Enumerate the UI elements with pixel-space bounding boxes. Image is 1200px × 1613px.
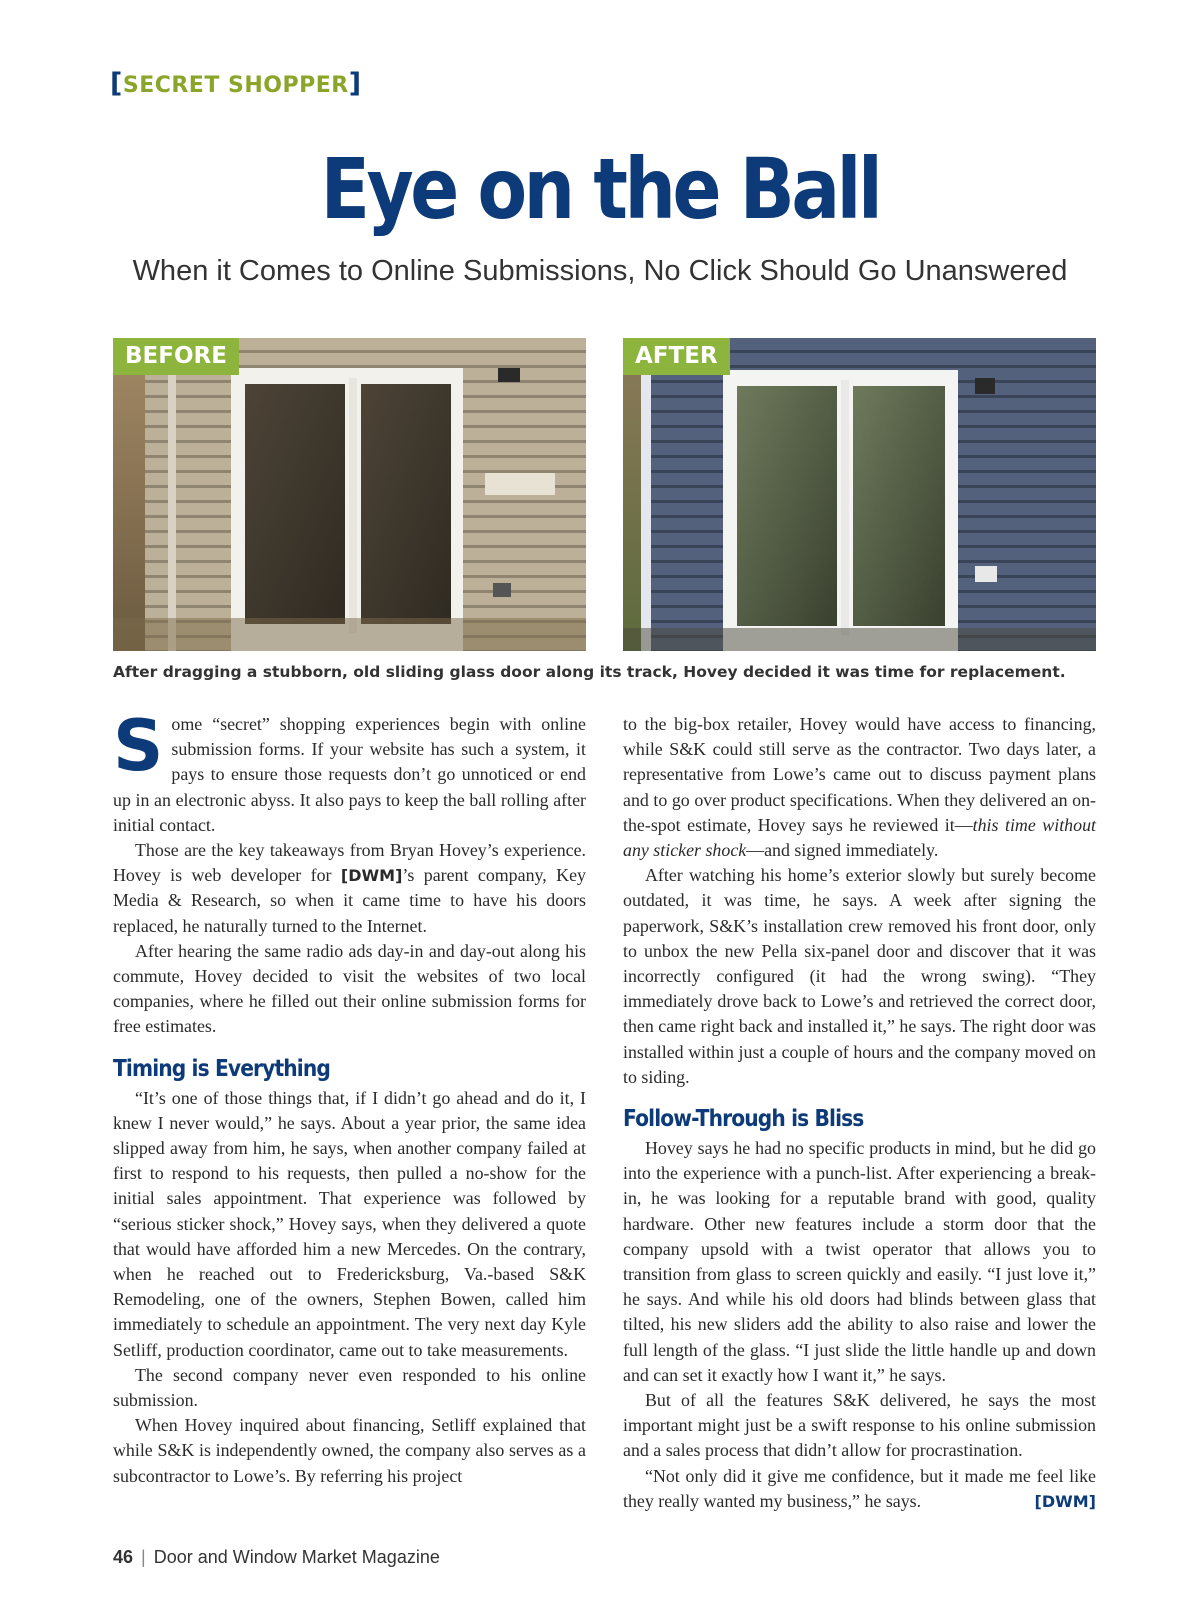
before-photo-illustration [113, 338, 586, 651]
article-paragraph: When Hovey inquired about financing, Setliff explained that while S&K is independently owned, the company also serves as a subcontractor to Lowe’s. By referring his project [113, 1415, 586, 1486]
section-tag-open-bracket: [ [110, 68, 123, 99]
article-column-left [113, 705, 586, 1489]
paragraph-text: “Not only did it give me confidence, but it made me feel like they really wanted my business,” he says. [623, 1465, 1096, 1511]
article-paragraph [113, 838, 586, 939]
article-paragraph: But of all the features S&K delivered, he says the most important might just be a swift response to his online submission and a sales process that didn’t allow for procrastination. [623, 1390, 1096, 1461]
photo-caption: After dragging a stubborn, old sliding glass door along its track, Hovey decided it was time for replacement. [113, 663, 1066, 681]
article-paragraph-intro [113, 705, 586, 838]
after-label: AFTER [623, 338, 730, 375]
section-tag-label: SECRET SHOPPER [122, 73, 349, 98]
before-photo [113, 338, 586, 651]
page-footer [113, 1547, 440, 1568]
article-paragraph [623, 712, 1096, 863]
section-tag [110, 68, 362, 99]
section-tag-close-bracket: ] [348, 68, 362, 99]
sign-off-mark: [DWM] [1034, 1491, 1096, 1511]
italic-phrase: this time without any sticker shock [623, 814, 1096, 861]
publication-name: Door and Window Market Magazine [153, 1547, 440, 1567]
subheadline: When it Comes to Online Submissions, No Click Should Go Unanswered [132, 255, 1068, 287]
paragraph-text: ’s parent company, Key Media & Research, so when it came time to have his doors replaced, he naturally turned to the Internet. [113, 865, 586, 936]
article-paragraph: “It’s one of those things that, if I didn’t go ahead and do it, I knew I never would,” he says. About a year prior, the same idea slipped away from him, he says, when another company failed at first to respond to his requests, then pulled a no-show for the initial sales appointment. That experience was followed by “serious sticker shock,” Hovey says, when they delivered a quote that would have afforded him a new Mercedes. On the contrary, when he reached out to Fredericksburg, Va.-based S&K Remodeling, one of the owners, Stephen Bowen, called him immediately to schedule an appointment. The very next day Kyle Setliff, production coordinator, came out to take measurements. [113, 1087, 586, 1360]
subheading-follow-through: Follow-Through is Bliss [623, 1106, 864, 1133]
drop-cap: S [113, 705, 164, 787]
subheading-timing: Timing is Everything [113, 1055, 330, 1082]
article-column-right [623, 712, 1096, 1514]
article-paragraph [623, 1464, 1096, 1514]
article-paragraph: After hearing the same radio ads day-in and day-out along his commute, Hovey decided to visit the websites of two local companies, where he filled out their online submission forms for free estimates. [113, 940, 586, 1037]
before-label: BEFORE [113, 338, 239, 375]
article-paragraph: The second company never even responded to his online submission. [113, 1364, 586, 1411]
intro-text: ome “secret” shopping experiences begin with online submission forms. If your website has such a system, it pays to ensure those requests don’t go unnoticed or end up in an electronic abyss. It also pays to keep the ball rolling after initial contact. [113, 714, 586, 835]
footer-separator: | [141, 1547, 146, 1567]
paragraph-text: Those are the key takeaways from Bryan Hovey’s experience. Hovey is web developer for [113, 840, 586, 886]
article-paragraph: After watching his home’s exterior slowly but surely become outdated, it was time, he says. A week after signing the paperwork, S&K’s installation crew removed his front door, only to unbox the new Pella six-panel door and discover that it was incorrectly configured (it had the wrong swing). “They immediately drove back to Lowe’s and retrieved the correct door, then came right back and installed it,” he says. The right door was installed within just a couple of hours and the company moved on to siding. [623, 865, 1096, 1087]
paragraph-text: —and signed immediately. [746, 840, 939, 861]
dwm-mark: [DWM] [340, 866, 403, 886]
headline: Eye on the Ball [320, 140, 880, 238]
paragraph-text: to the big-box retailer, Hovey would have access to financing, while S&K could still serve as the contractor. Two days later, a representative from Lowe’s came out to discuss payment plans and to go over product specifications. When they delivered an on-the-spot estimate, Hovey says he reviewed it— [623, 714, 1096, 835]
page-number: 46 [113, 1547, 134, 1567]
after-photo [623, 338, 1096, 651]
after-photo-illustration [623, 338, 1096, 651]
article-paragraph: Hovey says he had no specific products in mind, but he did go into the experience with a punch-list. After experiencing a break-in, he was looking for a reputable brand with good, quality hardware. Other new features include a storm door that the company upsold with a twist operator that allows you to transition from glass to screen quickly and easily. “I just love it,” he says. And while his old doors had blinds between glass that tilted, his new sliders add the ability to also raise and lower the full length of the glass. “I just slide the little handle up and down and can set it exactly how I want it,” he says. [623, 1138, 1096, 1385]
